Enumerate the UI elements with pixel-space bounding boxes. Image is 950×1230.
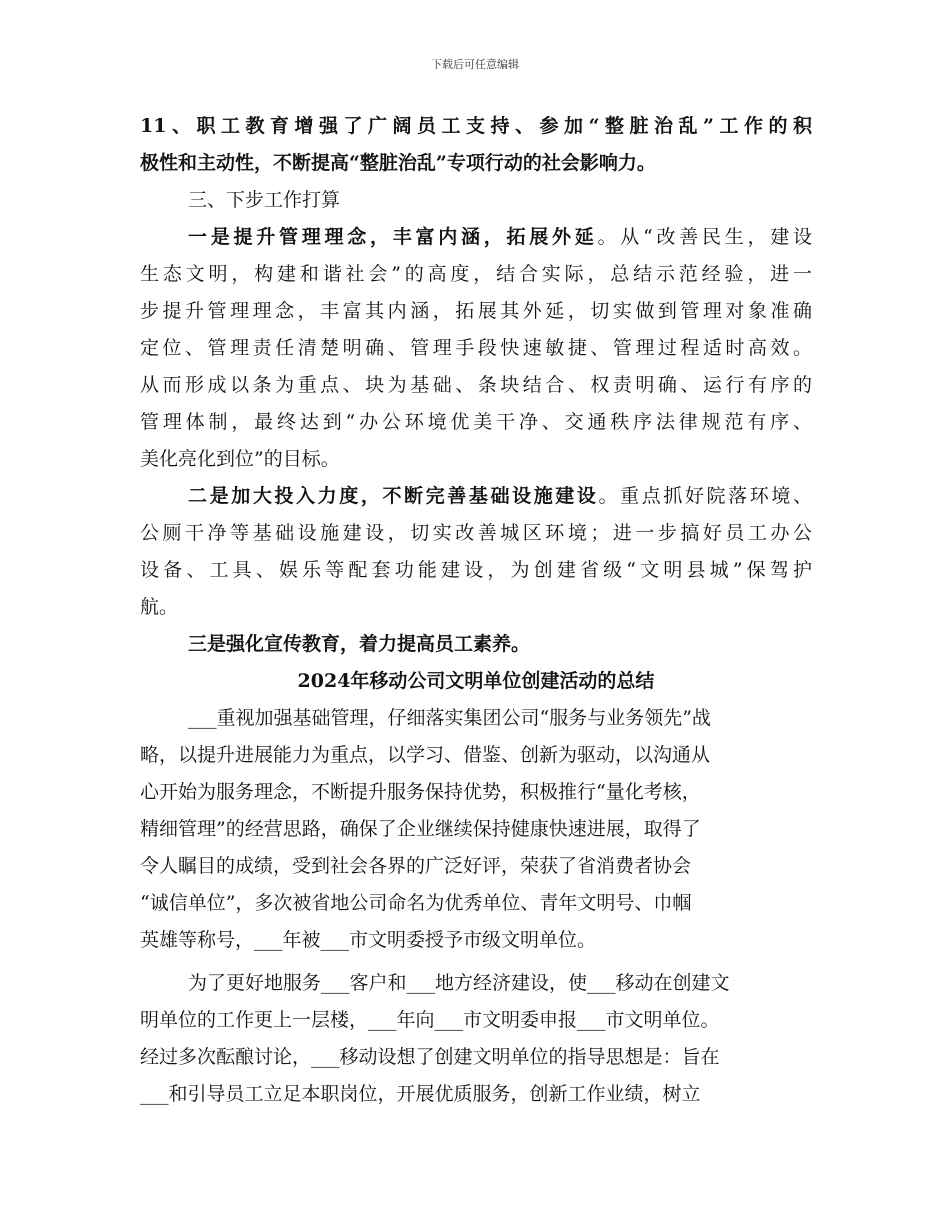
para2-line: 为了更好地服务___客户和___地方经济建设，使___移动在创建文 [188,972,730,994]
point2-first-line [140,478,812,515]
page-header: 下载后可任意编辑 [431,58,519,71]
document-body [140,108,812,1113]
article-title: 2024年移动公司文明单位创建活动的总结 [297,670,655,692]
point1-line: 生态文明，构建和谐社会”的高度，结合实际，总结示范经验，进一 [140,263,812,285]
point1-line: 步提升管理理念，丰富其内涵，拓展其外延，切实做到管理对象准确 [140,300,812,322]
section1-line2: 极性和主动性，不断提高“整脏治乱”专项行动的社会影响力。 [140,152,656,174]
section1-line1: 11、职工教育增强了广阔员工支持、参加“整脏治乱”工作的积 [140,115,812,137]
point1-line: 从而形成以条为重点、块为基础、条块结合、权责明确、运行有序的 [140,374,812,396]
para2-line: 经过多次酝酿讨论，___移动设想了创建文明单位的指导思想是：旨在 [140,1046,720,1068]
point1-line: 美化亮化到位”的目标。 [140,448,340,470]
point2-line: 设备、工具、娱乐等配套功能建设，为创建省级“文明县城”保驾护 [140,559,812,581]
point3-line: 三是强化宣传教育，着力提高员工素养。 [188,633,531,655]
point2-bold: 二是加大投入力度，不断完善基础设施建设 [188,485,599,507]
point1-line: 管理体制，最终达到“办公环境优美干净、交通秩序法律规范有序、 [140,411,812,433]
para2-line: 明单位的工作更上一层楼，___年向___市文明委申报___市文明单位。 [140,1009,720,1031]
para1-line: 精细管理”的经营思路，确保了企业继续保持健康快速进展，取得了 [140,818,701,840]
point1-first-line [140,219,812,256]
para2-line: ___和引导员工立足本职岗位，开展优质服务，创新工作业绩，树立 [140,1083,701,1105]
point2-rest: 。重点抓好院落环境、 [598,485,812,507]
para1-line: 略，以提升进展能力为重点，以学习、借鉴、创新为驱动，以沟通从 [140,744,711,766]
para1-line: “诚信单位”，多次被省地公司命名为优秀单位、青年文明号、巾帼 [140,892,692,914]
point1-line: 定位、管理责任清楚明确、管理手段快速敏捷、管理过程适时高效。 [140,337,812,359]
point1-rest: 。从“改善民生，建设 [597,226,812,248]
para1-line: 心开始为服务理念，不断提升服务保持优势，积极推行“量化考核， [140,781,701,803]
point2-line: 航。 [140,596,179,618]
point1-bold: 一是提升管理理念，丰富内涵，拓展外延 [188,226,598,248]
para1-line: ___重视加强基础管理，仔细落实集团公司“服务与业务领先”战 [188,707,711,729]
section3-heading: 三、下步工作打算 [188,189,341,211]
para1-line: 令人瞩目的成绩，受到社会各界的广泛好评，荣获了省消费者协会 [140,855,692,877]
para1-line: 英雄等称号，___年被___市文明委授予市级文明单位。 [140,929,597,951]
point2-line: 公厕干净等基础设施建设，切实改善城区环境；进一步搞好员工办公 [140,522,812,544]
